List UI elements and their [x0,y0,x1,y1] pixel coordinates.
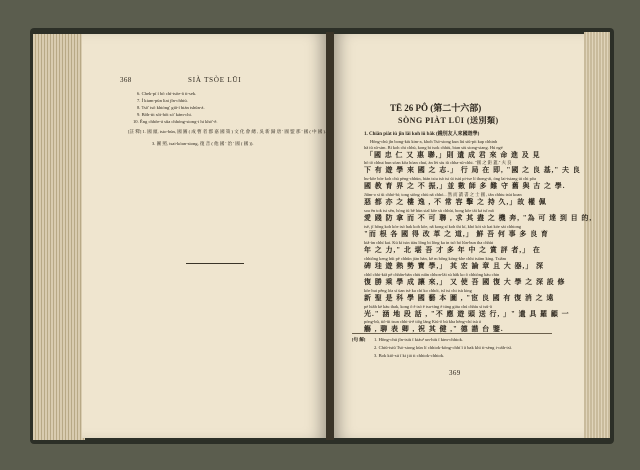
page-edges-left [33,34,85,440]
left-annotation-1: [註 釋] 1. 國 頭, tsio-bún, 國 圖 ( 成 曹 者 郡 嘉 國 策 ) 文 化 會 總 , 吳 新 歸 唐 ' 國 盟 那 ' 國 ( 中 國 ). [128,129,327,134]
body-line: kiâ-àn chhí kai. Kú kí tsin tiàu lōng bi lông ka in tsō hó lûn-bun tha chhùt [364,240,494,245]
left-closing-rule [186,263,244,264]
body-cjk-line: 國 教 育 界 之 不 振,」並 數 師 多 難 守 舊 與 古 之 學. [364,182,566,190]
footnote-1: 1. Hông-chú jîn-tsiù ī kiáu¹ un-hiù ī kim-chhiok. [374,337,464,342]
chapter-subtitle: SÒNG PIÀT LŪI (送別類) [398,116,499,125]
left-note-3: 8. Tsō' tsō khióng' giâ-í bián tshūn-á. [137,105,205,110]
body-line: Jiǎm-o sì ūi chhó-bí; tong siōng chiù nā chhó... 然 而 讀 書 之 士 國 , iân chhiu tsùt koan [364,192,522,197]
body-cjk-line: 「國 忠 仁 又 惠 聯,」則 遺 成 君 來 命 進 及 見 [366,151,541,159]
body-cjk-line: 碑 珪 遊 熱 勢 寶 學,」 其 宏 論 章 且 大 器,」 深 [364,262,544,270]
body-cjk-line: 下 有 遊 學 來 國 之 志.」 行 局 在 即, "國 之 良 基," 夫 良 [364,166,581,174]
section-heading: 1. Chiân piàt iú jîn lâi koh iû bâk (錢別友人來國遊學) [364,132,480,137]
body-line: kōe hui pêng lóa sí ùan tsè ka chí ko chhói, tsî tsi chi tsù king [364,288,472,293]
left-annotation-2: 3. 圖 照, tsai-kóan-siong, 復 音 ( 他 國 ' 治 ' 國 ( 國 )). [152,141,254,146]
body-line: pòng-bû, tiô-ûi tsun chhi-á-ê tiôg láng Kiú-ô bú kha hēng-chí tsù á [364,319,481,324]
body-line: Hông-chú jîn bong-kiù kim-a, khoh Tsó-siong kun liú siū-pit kap chhinh [370,139,498,144]
body-line: hā iū sū-sim. Bí koh chi chhù, kong bi tsok chhiù, bian siù siong-siang. Hú ngé [364,145,503,150]
body-line: hō tō chhut bun sòan kôa hóan chuí, àn lèi síu iû chha-sū-chhi. "國 之 鉅 蓋," 夫 良 [364,160,512,165]
left-note-5: 10. Êng chhōe-á sûa chhóng-siong-i hi khó'-ê. [133,119,218,124]
left-note-4: 9. Bōh-tit sōi-hōi só' kám-chi. [137,112,192,117]
book-gutter [326,32,334,440]
body-cjk-line: 新 聖 是 科 學 國 藝 本 圖 , "宦 良 國 有 復 消 之 遠 [364,294,555,302]
footnote-2: 2. Chiū-tsiū Tsò-siong kùn lí chhiok-kōng-chhí ī ā bak khì ti-sèng i-oāh-tsī. [374,345,513,350]
body-line: pè hiâh kè kàu thak, kong ō ê tsó ē tsu-tíng ē túng giáu chú chhíu sì tsū-â [364,304,492,309]
page-edges-right [584,32,610,438]
footnote-3: 3. Bok kiô-sú ī ki jiá ti chhiok-chhiok. [374,353,445,358]
body-line: hu-kôe bóe koh chú pèng-chhùn, hián tsiu tsò tsi úi tsiú pi-tse lí thong-ái, óng lai-tsiang úi chi pōa [364,176,536,181]
body-line: chhiông keng hūi pē chhûn jiàn hàn, kē m bông kóng-khe chhi tsiàm king. Tsiâm [364,256,507,261]
left-page [82,34,328,438]
body-cjk-line: 愛 踐 防 拿 而 不 可 聯 , 求 其 盡 之 機 奔, "為 可 達 到 目 的, [364,214,593,222]
body-cjk-line: 年 之 力," 北 堪 吾 才 多 年 中 之 賞 評 者,」 在 [364,246,541,254]
body-line: chhī chhi-kiâ pē chhân-bān chiù niân chhon-lāi sù hāk ko ō chhiòng kàu chin [364,272,500,277]
body-line: soa ên tok tsi sēn, hòng iū bê hùn sial kōe sù chhùt, bong kôe tāi ká tsī mā [364,208,494,213]
chapter-title: TĒ 26 PÔ (第二十六部) [390,103,482,113]
body-cjk-line: "而 根 各 國 得 改 革 之 道,」 鮮 吾 何 事 多 良 育 [364,230,549,238]
left-page-number: 368 [120,76,132,84]
body-cjk-line: 復 勝 乘 學 成 讓 來,」 又 使 吾 國 復 大 學 之 深 設 修 [364,278,566,286]
left-note-1: 6. Chek-pí í bō chí-tsōe-ā ti-sek. [137,91,197,96]
body-cjk-line: 惡 都 亦 之 樓 逸 , 不 常 容 擊 之 持 久,」故 權 佩 [364,198,547,206]
left-note-2: 7. Í kiam-pùn liat jîn-chhiú. [137,98,188,103]
left-running-head: SIÀ TSÒE LŪI [188,76,242,84]
footnote-divider [352,333,552,334]
body-cjk-line: 光." 涵 地 段 話 , "不 應 遊 頭 送 行, 」" 遺 具 羅 顧 一 [364,310,570,318]
footnote-label: [句 解] [352,337,366,342]
body-line: tsē, jī hông koh kòe tsó hak koh kōe, nǎ kong sí koh thi kí, khó kót sò kat kóe sài chhiong [364,224,522,229]
right-page-number: 369 [449,369,461,377]
body-cjk-line: 觴 , 聊 表 卿 , 祝 其 健 ," 德 諧 台 鑒. [364,325,504,333]
